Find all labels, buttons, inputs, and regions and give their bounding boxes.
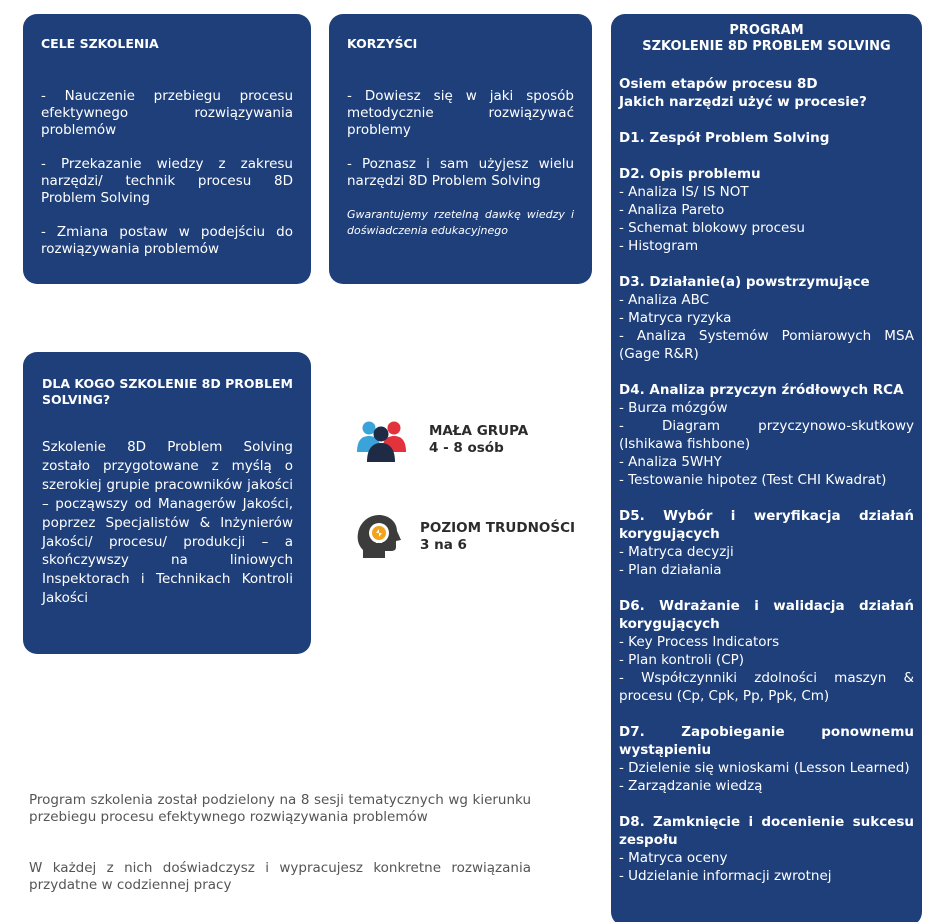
stage-item: - Analiza IS/ IS NOT: [619, 184, 749, 200]
stage-item: - Udzielanie informacji zwrotnej: [619, 868, 832, 884]
stage-item: - Schemat blokowy procesu: [619, 220, 805, 236]
program-title: [619, 23, 914, 55]
benefits-card: [329, 14, 592, 284]
program-title-line: PROGRAM: [729, 23, 804, 38]
stage-item: - Plan kontroli (CP): [619, 652, 745, 668]
stage-d7-title: D7. Zapobieganie ponownemu wystąpieniu: [619, 724, 914, 758]
stage-item: - Matryca decyzji: [619, 544, 734, 560]
program-info-text: Program szkolenia został podzielony na 8 sesji tematycznych wg kierunku przebiegu procesu efektywnego rozwiązywania problemów: [29, 792, 531, 825]
stage-item: - Dzielenie się wnioskami (Lesson Learned): [619, 760, 910, 776]
stage-item: - Histogram: [619, 238, 699, 254]
stage-item: - Matryca oceny: [619, 850, 728, 866]
difficulty-label: POZIOM TRUDNOŚCI: [420, 520, 575, 536]
program-card: [611, 14, 922, 922]
stage-d1-title: D1. Zespół Problem Solving: [619, 130, 830, 146]
stage-item: - Zarządzanie wiedzą: [619, 778, 763, 794]
stage-item: - Testowanie hipotez (Test CHI Kwadrat): [619, 472, 887, 488]
stage-d5-title: D5. Wybór i weryfikacja działań korygujących: [619, 508, 914, 542]
stage-d4-title: D4. Analiza przyczyn źródłowych RCA: [619, 382, 904, 398]
benefits-note: Gwarantujemy rzetelną dawkę wiedzy i doświadczenia edukacyjnego: [347, 208, 574, 237]
goals-card: [23, 14, 311, 284]
benefits-title: KORZYŚCI: [347, 36, 418, 51]
goals-item: - Przekazanie wiedzy z zakresu narzędzi/ technik procesu 8D Problem Solving: [41, 156, 293, 206]
audience-card: [23, 352, 311, 654]
audience-text: Szkolenie 8D Problem Solving zostało przygotowane z myślą o szerokiej grupie pracowników jakości – począwszy od Managerów Jakości, poprzez Specjalistów & Inżynierów Jakości/ procesu/ produkcji – a skończywszy na liniowych Inspektorach i Technikach Kontroli Jakości: [42, 439, 293, 607]
stage-d2-title: D2. Opis problemu: [619, 166, 761, 182]
program-title-line: SZKOLENIE 8D PROBLEM SOLVING: [642, 39, 891, 54]
stage-d6-title: D6. Wdrażanie i walidacja działań korygujących: [619, 598, 914, 632]
audience-title: DLA KOGO SZKOLENIE 8D PROBLEM SOLVING?: [42, 376, 293, 407]
program-info-text: W każdej z nich doświadczysz i wypracujesz konkretne rozwiązania przydatne w codziennej pracy: [29, 860, 531, 893]
stage-item: - Analiza ABC: [619, 292, 710, 308]
group-size-feature: [356, 418, 528, 462]
stage-item: - Współczynniki zdolności maszyn & procesu (Cp, Cpk, Pp, Ppk, Cm): [619, 670, 914, 704]
stage-item: - Matryca ryzyka: [619, 310, 732, 326]
goals-item: - Nauczenie przebiegu procesu efektywnego rozwiązywania problemów: [41, 88, 293, 138]
stage-item: - Analiza Systemów Pomiarowych MSA (Gage R&R): [619, 328, 914, 362]
stage-d8-title: D8. Zamknięcie i docenienie sukcesu zespołu: [619, 814, 914, 848]
program-intro: Osiem etapów procesu 8D: [619, 76, 818, 92]
group-size-value: 4 - 8 osób: [429, 440, 504, 456]
difficulty-feature: [357, 514, 575, 560]
goals-item: - Zmiana postaw w podejściu do rozwiązywania problemów: [41, 224, 293, 257]
goals-title: CELE SZKOLENIA: [41, 36, 159, 51]
people-icon: [356, 418, 408, 462]
benefits-item: - Poznasz i sam użyjesz wielu narzędzi 8D Problem Solving: [347, 156, 574, 189]
head-bulb-icon: [357, 514, 402, 560]
program-intro: Jakich narzędzi użyć w procesie?: [619, 94, 867, 110]
stage-item: - Burza mózgów: [619, 400, 728, 416]
benefits-item: - Dowiesz się w jaki sposób metodycznie rozwiązywać problemy: [347, 88, 574, 138]
stage-item: - Analiza Pareto: [619, 202, 725, 218]
stage-item: - Plan działania: [619, 562, 722, 578]
stage-item: - Key Process Indicators: [619, 634, 780, 650]
group-size-label: MAŁA GRUPA: [429, 423, 529, 439]
stage-item: - Diagram przyczynowo-skutkowy (Ishikawa fishbone): [619, 418, 914, 452]
stage-item: - Analiza 5WHY: [619, 454, 722, 470]
difficulty-value: 3 na 6: [420, 537, 467, 553]
stage-d3-title: D3. Działanie(a) powstrzymujące: [619, 274, 870, 290]
